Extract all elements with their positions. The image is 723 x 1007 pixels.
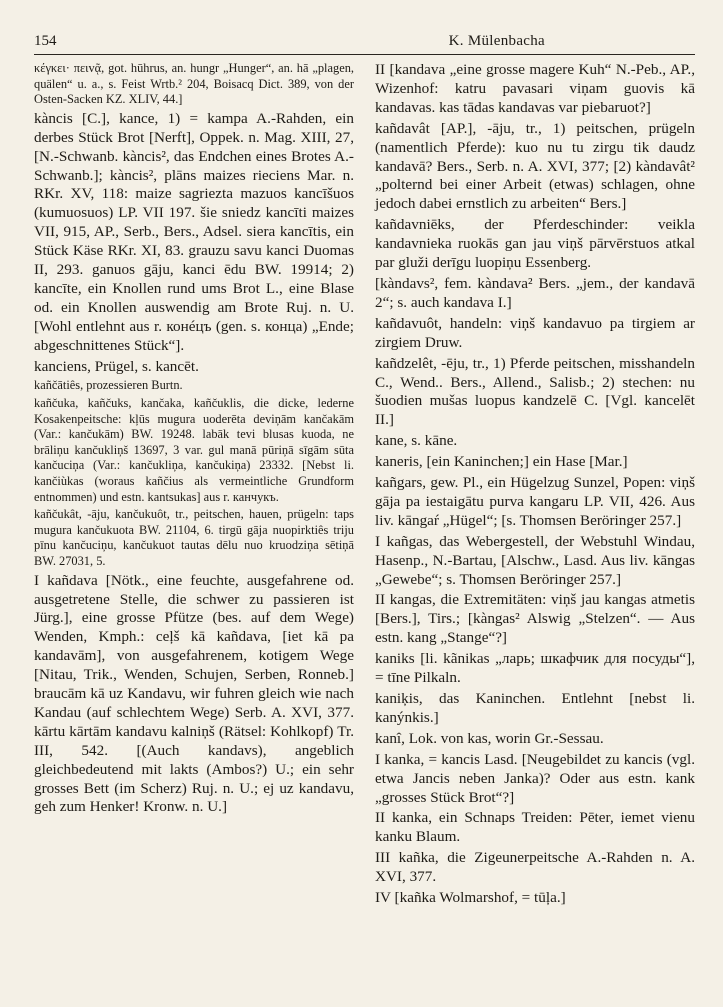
dictionary-entry: II [kandava „eine grosse magere Kuh“ N.-Peb., AP., Wizenhof: katru pavasari viņam guovis kā kandavas. kas tādas kandavas var piebaruot?] <box>375 61 695 116</box>
left-column <box>34 61 354 910</box>
dictionary-entry: kanciens, Prügel, s. kancēt. <box>34 357 199 375</box>
two-column-body <box>34 61 695 910</box>
dictionary-entry: kañčukât, -āju, kančukuôt, tr., peitschen, hauen, prügeln: taps mugura kančukuota BW. 21104, 6. tirgū gāja nuopirktiês triju pīnu kančuciņu, kančukuot tautas dēlu nuo kruodziņa sētiņā BW. 27031, 5. <box>34 507 354 568</box>
dictionary-entry: κέγκει· πειvᾷ, got. hūhrus, an. hungr „Hunger“, an. hā „plagen, quälen“ u. a., s. Feist Wrtb.² 204, Boisacq Dict. 389, von der Osten-Sacken KZ. XLIV, 44.] <box>34 61 354 107</box>
dictionary-entry: kañdavuôt, handeln: viņš kandavuo pa tirgiem ar zirgiem Druw. <box>375 314 695 351</box>
dictionary-entry: kanî, Lok. von kas, worin Gr.-Sessau. <box>375 729 604 747</box>
dictionary-entry: [kàndavs², fem. kàndava² Bers. „jem., der kandavā 2“; s. auch kandava I.] <box>375 274 695 311</box>
dictionary-entry: kañdavniēks, der Pferdeschinder: veikla kandavnieka ruokās gan jau viņš pārvērstuos atkal par gluži derīgu luopiņu Essenberg. <box>375 216 695 272</box>
dictionary-entry: kaniķis, das Kaninchen. Entlehnt [nebst li. kanýnkis.] <box>375 690 695 726</box>
dictionary-entry: I kañdava [Nötk., eine feuchte, ausgefahrene od. ausgetretene Stelle, die schwer zu passieren ist Jürg.], eine grosse Pfütze (bes. auf dem Wege) Wenden, Kmph.: cеļš kā kañdava, [iet kā pa kandavām], von ausgefahrenem, kotigem Wege [Nitau, Trik., Wenden, Schujen, Serben, Ronneb.] braucām kā uz Kandavu, wir fuhren gleich wie nach Kandau (auf schlechtem Wege) Serb. A. XVI, 377. kārtu kārtām kandavu kalniņš (Rätsel: Kohlkopf) Tr. III, 542. [(Auch kandavs), angeblich gleichbedeutend mit lakts (Ambos?) U.; ein sehr grosses Bett (im Scherz) Ruj. n. U.; ej uz kandavu, geh zum Henker! Kronw. n. U.] <box>34 571 354 816</box>
dictionary-entry: kaneris, [ein Kaninchen;] ein Hase [Mar.] <box>375 453 628 471</box>
dictionary-entry: III kañka, die Zigeunerpeitsche A.-Rahden n. A. XVI, 377. <box>375 849 695 886</box>
dictionary-entry: kañdavât [AP.], -āju, tr., 1) peitschen, prügeln (namentlich Pferde): kuo nu tu zirgu tik daudz kandavā? Bers., Serb. n. A. XVI, 377; [2) kàndavât² „polternd bei einer Arbeit (etwas) schlagen, ohne jedoch dabei ernstlich zu arbeiten“ Bers.] <box>375 119 695 213</box>
dictionary-entry: kañgars, gew. Pl., ein Hügelzug Sunzel, Popen: viņš gāja pa iestaigātu purva kangaru LP. VII, 426. Aus liv. kāngaŕ „Hügel“; [s. Thomsen Beröringer 257.] <box>375 474 695 529</box>
right-column <box>375 61 695 910</box>
dictionary-entry: I kañgas, das Webergestell, der Webstuhl Windau, Hasenp., N.-Bartau, [Alschw., Lasd. Aus liv. kāngas „Gewebe“; s. Thomsen Beröringer 257.] <box>375 532 695 588</box>
header-rule <box>34 54 695 55</box>
dictionary-entry: kañdzelêt, -ēju, tr., 1) Pferde peitschen, misshandeln C., Wend.. Bers., Allend., Salisb.; 2) stechen: nu šuodien mušas luopus kandzelē C. [Vgl. kancelēt II.] <box>375 354 695 429</box>
dictionary-entry: kañčuka, kañčuks, kančaka, kañčuklis, die dicke, lederne Kosakenpeitsche: kļūs mugura uoderēta deviņām kančakām (Var.: kančukām) BW. 19248. labāk tevi blusas kuoda, ne brāliņu kančukliņš 13697, 3 var. gul manā pūriņā sīgām sūta kančuciņa (Var.: kančukliņa, kančukiņa) 23332. [Nebst li. kančiùkas (woraus kañčius als vermeintliche Grundform entnommen) und estn. kantsukas] aus r. канчукъ. <box>34 396 354 504</box>
page-header <box>34 26 695 50</box>
dictionary-entry: II kangas, die Extremitäten: viņš jau kangas atmetis [Bers.], Tirs.; [kàngas² Alswig „Stelzen“. — Aus estn. kang „Stange“?] <box>375 591 695 647</box>
dictionary-entry: IV [kañka Wolmarshof, = tūļa.] <box>375 889 566 907</box>
dictionary-entry: kàncis [C.], kance, 1) = kampa A.-Rahden, ein derbes Stück Brot [Nerft], Oppek. n. Mag. XIII, 27, [N.-Schwanb. kàncis², das Endchen eines Brotes A.-Schwanb.]; kàncis², plāns maizes rieciens Mar. n. RKr. XV, 118: maize sagriezta mazuos kancīšuos (kumuosuos) LP. VII 197. šie sniedz kancīti maizes VII, 915, AP., Serb., Bers., Adsel. siera kancītis, ein Stück Käse RKr. XI, 83. grauzu savu kanci Duomas II, 293. ganuos gāju, kanci ēdu BW. 19914; 2) kancīte, ein Knollen rund ums Brot L., eine Blase od. ein Knollen auswendig am Brote Ruj. n. U. [Wohl entlehnt aus r. конéцъ (gen. s. конца) „Ende; abgeschnittenes Stück“]. <box>34 109 354 354</box>
dictionary-entry: II kanka, ein Schnaps Treiden: Pēter, iemet vienu kanku Blaum. <box>375 809 695 846</box>
dictionary-entry: kañčātiês, prozessieren Burtn. <box>34 378 183 393</box>
dictionary-entry: I kanka, = kancis Lasd. [Neugebildet zu kancis (vgl. etwa Jancis neben Janka)? Oder aus estn. kank „grosses Stück Brot“?] <box>375 750 695 806</box>
dictionary-entry: kaniks [li. kãnikas „ларь; шкафчик для посуды“], = tīne Pilkaln. <box>375 650 695 687</box>
running-title: K. Mülenbacha <box>448 33 545 49</box>
page-number: 154 <box>34 33 57 49</box>
dictionary-entry: kane, s. kāne. <box>375 432 458 450</box>
